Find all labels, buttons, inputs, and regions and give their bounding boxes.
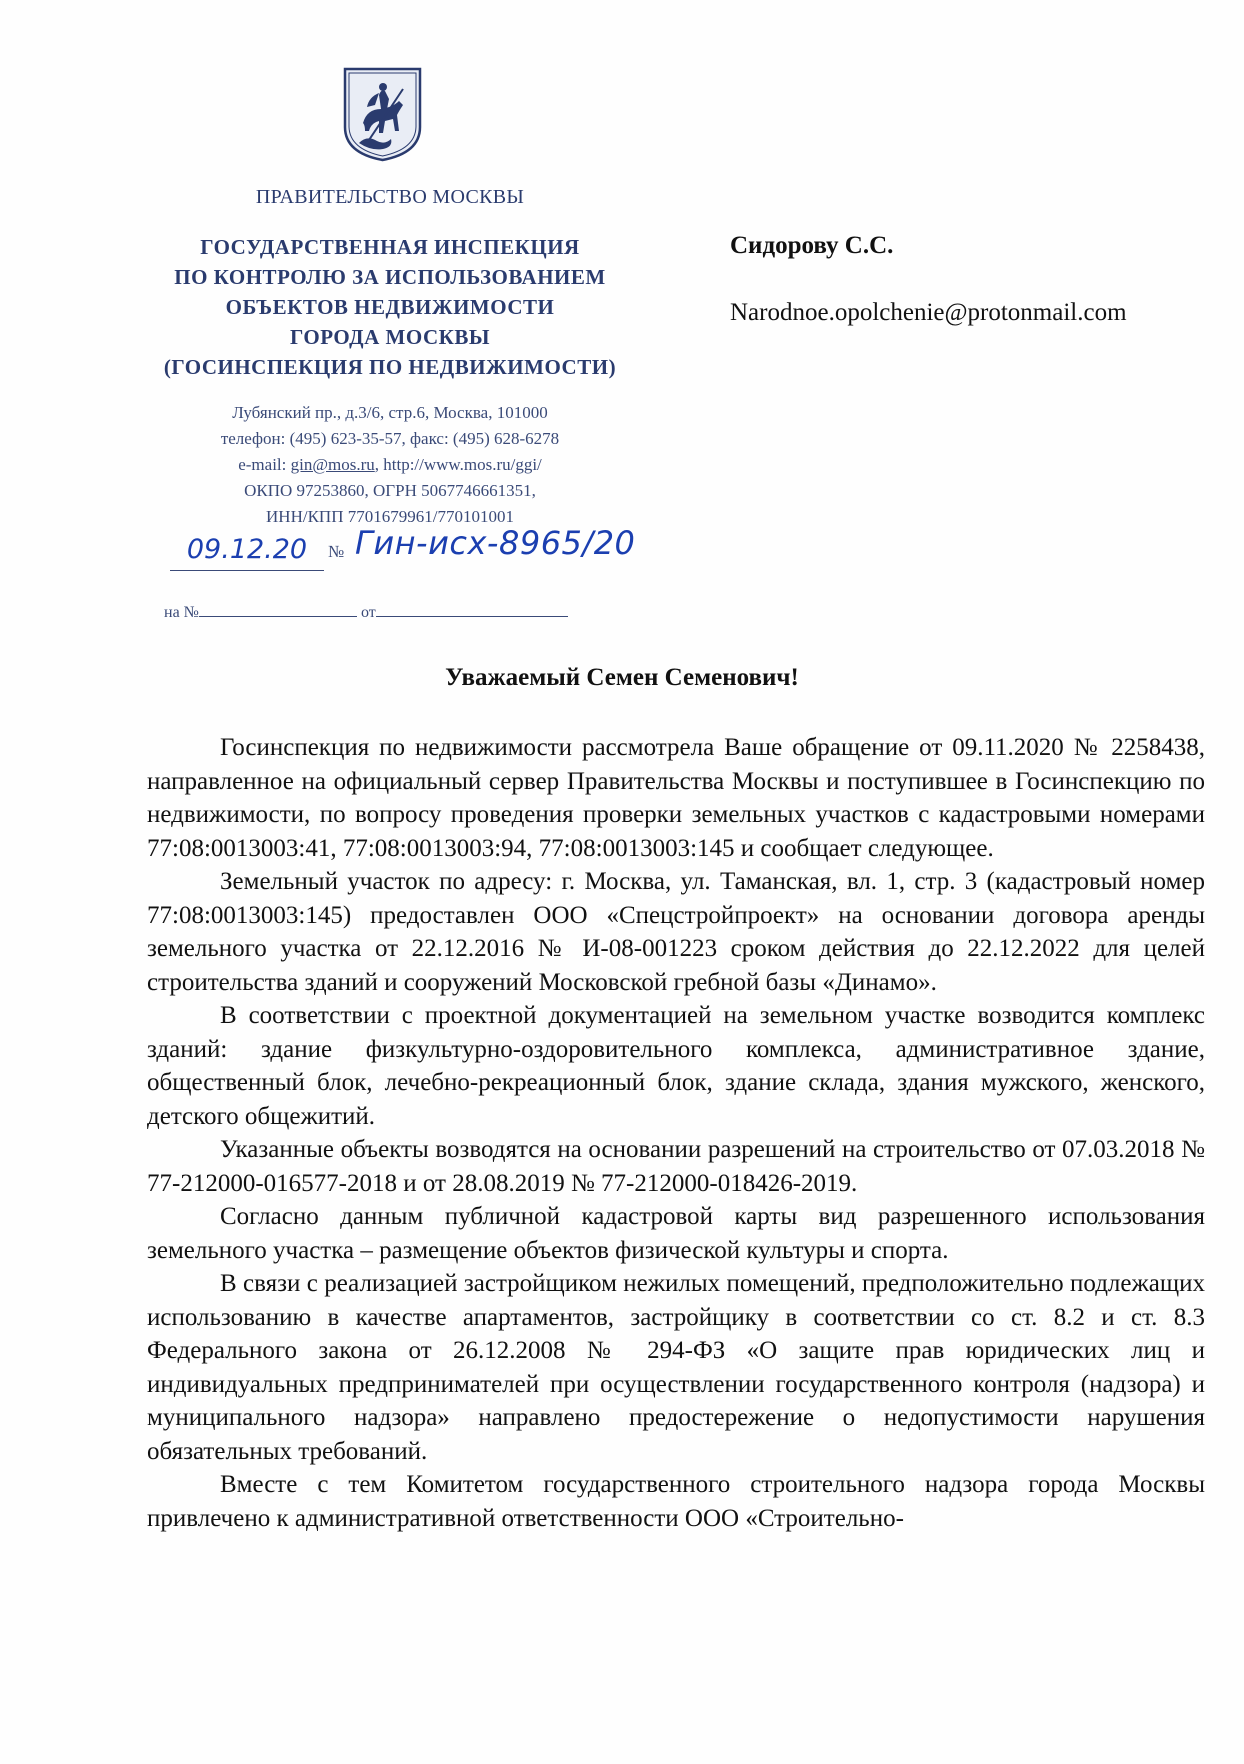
reply-number-label: на № — [164, 604, 199, 621]
moscow-coat-of-arms-icon — [341, 65, 424, 163]
recipient-email: Narodnoe.opolchenie@protonmail.com — [730, 299, 1127, 326]
reply-number-blank — [199, 602, 357, 617]
agency-okpo-ogrn: ОКПО 97253860, ОГРН 5067746661351, — [244, 481, 536, 500]
body-paragraph: Земельный участок по адресу: г. Москва, ул. Таманская, вл. 1, стр. 3 (кадастровый номер 77:08:0013003:145) предоставлен ООО «Спецстройпроект» на основании договора аренды земельного участка от 22.12.2016 № И-08-001223 сроком действия до 22.12.2022 для целей строительства зданий и сооружений Московской гребной базы «Динамо». — [147, 868, 1205, 996]
body-paragraph: В связи с реализацией застройщиком нежилых помещений, предположительно подлежащих использованию в качестве апартаментов, застройщику в соответствии со ст. 8.2 и ст. 8.3 Федерального закона от 26.12.2008 № 294-ФЗ «О защите прав юридических лиц и индивидуальных предпринимателей при осуществлении государственного контроля (надзора) и муниципального надзора» направлено предостережение о недопустимости нарушения обязательных требований. — [147, 1270, 1205, 1465]
email-label: e-mail: — [238, 455, 291, 474]
body-paragraph: Госинспекция по недвижимости рассмотрела Ваше обращение от 09.11.2020 № 2258438, направленное на официальный сервер Правительства Москвы и поступившее в Госинспекцию по недвижимости, по вопросу проведения проверки земельных участков с кадастровыми номерами 77:08:0013003:41, 77:08:0013003:94, 77:08:0013003:145 и сообщает следующее. — [147, 734, 1205, 862]
recipient-name: Сидорову С.С. — [730, 232, 894, 259]
agency-phone: телефон: (495) 623-35-57, факс: (495) 628-6278 — [220, 429, 560, 448]
letter-body — [147, 731, 1205, 1535]
body-paragraph: Вместе с тем Комитетом государственного строительного надзора города Москвы привлечено к административной ответственности ООО «Строительно- — [147, 1471, 1205, 1532]
body-paragraph: В соответствии с проектной документацией на земельном участке возводится комплекс зданий: здание физкультурно-оздоровительного комплекса, административное здание, общественный блок, лечебно-рекреационный блок, здание склада, здания мужского, женского, детского общежитий. — [147, 1002, 1205, 1130]
agency-inn-kpp: ИНН/КПП 7701679961/770101001 — [266, 507, 514, 526]
reply-reference-line — [164, 602, 568, 622]
agency-name-line: (ГОСИНСПЕКЦИЯ ПО НЕДВИЖИМОСТИ) — [163, 355, 617, 379]
agency-name — [132, 232, 648, 382]
reply-date-blank — [376, 602, 568, 617]
salutation: Уважаемый Семен Семенович! — [445, 664, 799, 691]
registration-number-label: № — [328, 542, 345, 561]
agency-email-line — [132, 452, 648, 478]
registration-date: 09.12.20 — [170, 530, 324, 571]
agency-name-line: ПО КОНТРОЛЮ ЗА ИСПОЛЬЗОВАНИЕМ — [174, 265, 606, 289]
body-paragraph: Указанные объекты возводятся на основании разрешений на строительство от 07.03.2018 № 77-212000-016577-2018 и от 28.08.2019 № 77-212000-018426-2019. — [147, 1136, 1205, 1197]
body-paragraph: Согласно данным публичной кадастровой карты вид разрешенного использования земельного участка – размещение объектов физической культуры и спорта. — [147, 1203, 1205, 1264]
agency-name-line: ГОСУДАРСТВЕННАЯ ИНСПЕКЦИЯ — [200, 235, 580, 259]
registration-number: Гин-исх-8965/20 — [355, 524, 636, 562]
agency-website[interactable]: , http://www.mos.ru/ggi/ — [374, 455, 542, 474]
agency-name-line: ОБЪЕКТОВ НЕДВИЖИМОСТИ — [225, 295, 555, 319]
government-title: ПРАВИТЕЛЬСТВО МОСКВЫ — [255, 186, 525, 208]
agency-name-line: ГОРОДА МОСКВЫ — [290, 325, 490, 349]
reply-date-label: от — [360, 604, 376, 621]
agency-email-link[interactable]: gin@mos.ru — [290, 455, 375, 474]
agency-address: Лубянский пр., д.3/6, стр.6, Москва, 101000 — [232, 403, 548, 422]
registration-line — [170, 524, 730, 580]
agency-contacts — [132, 400, 648, 530]
